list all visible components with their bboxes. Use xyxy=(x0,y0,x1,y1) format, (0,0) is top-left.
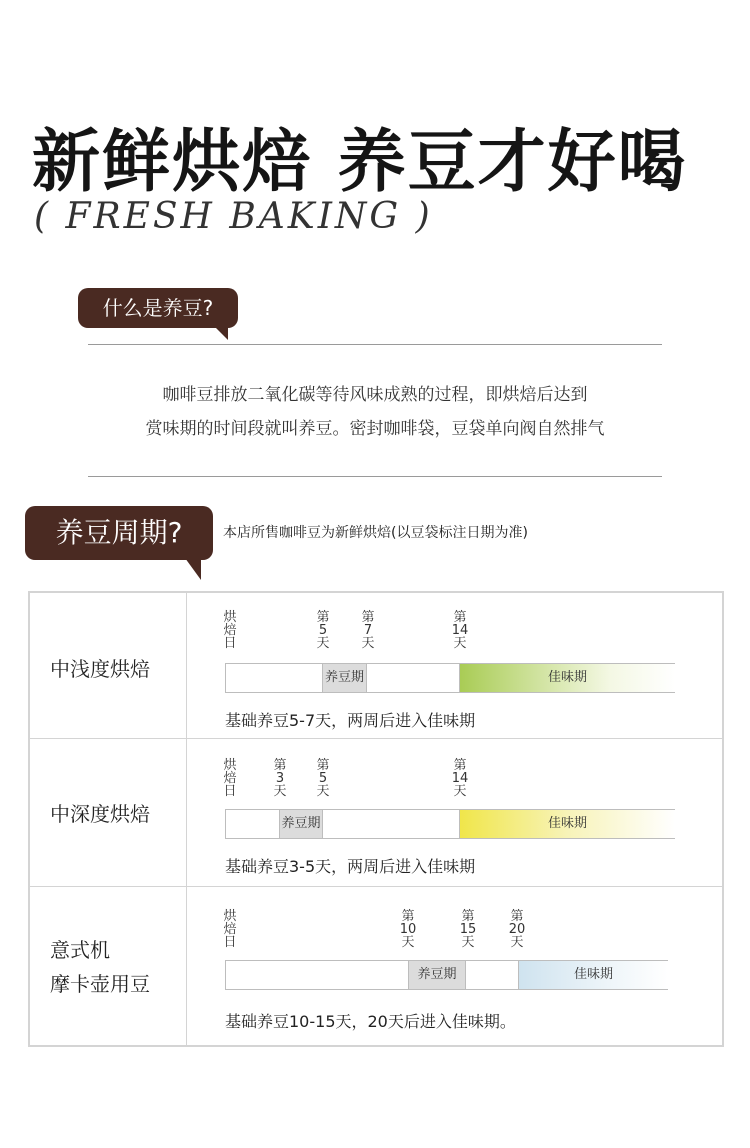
marker-day: 第 15 天 xyxy=(459,909,477,950)
yangdou-cycle-bubble: 养豆周期? xyxy=(25,506,213,560)
marker-roast-day: 烘 焙 日 xyxy=(223,909,237,950)
marker-day: 第 7 天 xyxy=(361,610,375,651)
marker-day: 第 14 天 xyxy=(451,610,469,651)
description-line-2: 赏味期的时间段就叫养豆。密封咖啡袋，豆袋单向阀自然排气 xyxy=(145,419,605,439)
row-divider xyxy=(30,738,722,739)
yangdou-period-segment: 养豆期 xyxy=(408,961,466,989)
best-flavor-segment: 佳味期 xyxy=(518,961,668,989)
page-title: 新鲜烘焙 养豆才好喝 xyxy=(32,123,688,202)
yangdou-period-segment: 养豆期 xyxy=(279,810,323,838)
row-caption: 基础养豆3-5天，两周后进入佳味期 xyxy=(225,857,476,876)
marker-day: 第 5 天 xyxy=(316,758,330,799)
marker-day: 第 5 天 xyxy=(316,610,330,651)
row-divider xyxy=(30,886,722,887)
timeline-bar xyxy=(225,809,675,839)
yangdou-period-segment: 养豆期 xyxy=(322,664,367,692)
divider-bottom xyxy=(88,476,662,477)
marker-day: 第 14 天 xyxy=(451,758,469,799)
row-caption: 基础养豆10-15天，20天后进入佳味期。 xyxy=(225,1012,516,1031)
divider-top xyxy=(88,344,662,345)
cycle-note: 本店所售咖啡豆为新鲜烘焙(以豆袋标注日期为准) xyxy=(223,525,528,541)
cycle-table xyxy=(28,591,724,1047)
marker-roast-day: 烘 焙 日 xyxy=(223,758,237,799)
description-line-1: 咖啡豆排放二氧化碳等待风味成熟的过程，即烘焙后达到 xyxy=(162,385,588,405)
table-column-divider xyxy=(186,593,187,1045)
marker-roast-day: 烘 焙 日 xyxy=(223,610,237,651)
what-is-yangdou-bubble: 什么是养豆? xyxy=(78,288,238,328)
row-label-espresso-moka: 意式机 摩卡壶用豆 xyxy=(50,938,150,996)
page-subtitle: ( FRESH BAKING ) xyxy=(34,196,433,237)
marker-day: 第 3 天 xyxy=(273,758,287,799)
row-label-light-medium: 中浅度烘焙 xyxy=(50,657,150,681)
row-label-medium-dark: 中深度烘焙 xyxy=(50,802,150,826)
row-caption: 基础养豆5-7天，两周后进入佳味期 xyxy=(225,711,476,730)
marker-day: 第 20 天 xyxy=(508,909,526,950)
timeline-bar xyxy=(225,960,668,990)
best-flavor-segment: 佳味期 xyxy=(459,664,675,692)
best-flavor-segment: 佳味期 xyxy=(459,810,675,838)
timeline-bar xyxy=(225,663,675,693)
marker-day: 第 10 天 xyxy=(399,909,417,950)
what-description xyxy=(88,378,662,446)
